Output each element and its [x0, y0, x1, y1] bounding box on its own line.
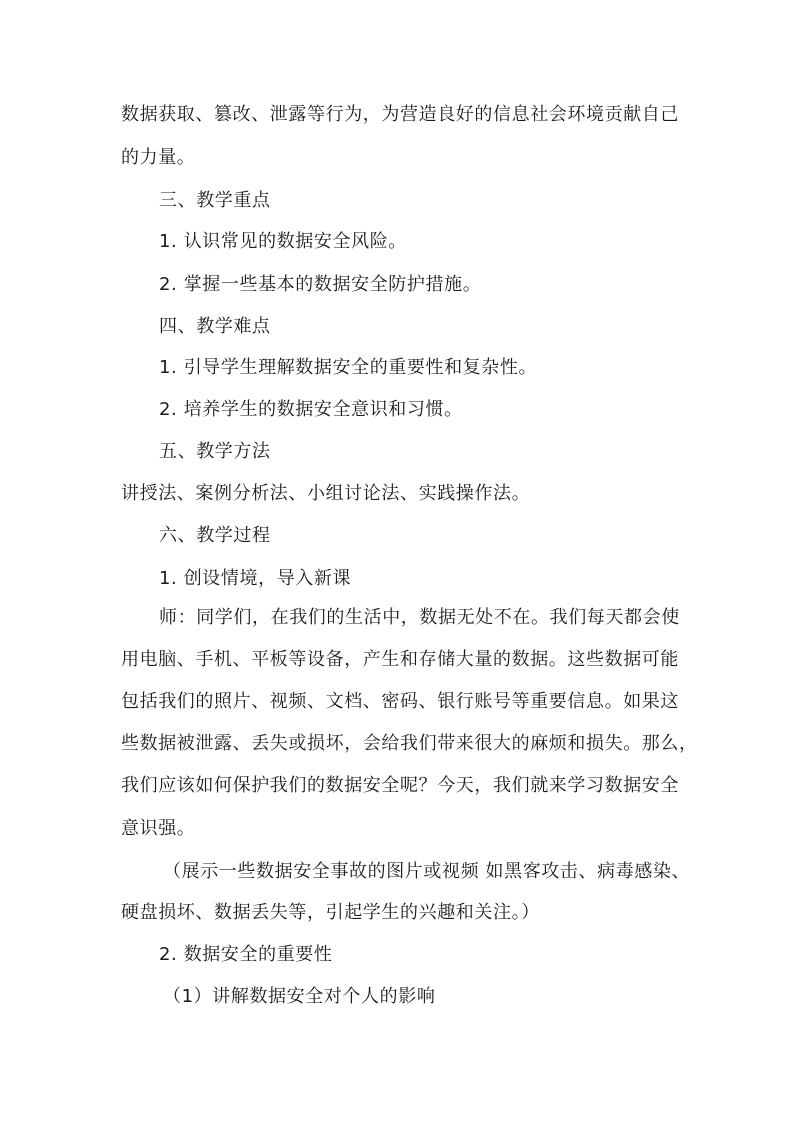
paragraph-line: 师：同学们，在我们的生活中，数据无处不在。我们每天都会使 — [159, 607, 680, 628]
paragraph-line: 意识强。 — [121, 818, 196, 839]
section-heading: 四、教学难点 — [159, 316, 271, 337]
paragraph-line: 硬盘损坏、数据丢失等，引起学生的兴趣和关注。） — [121, 902, 540, 923]
list-item: 2. 培养学生的数据安全意识和习惯。 — [159, 399, 463, 420]
paragraph-line: 包括我们的照片、视频、文档、密码、银行账号等重要信息。如果这 — [121, 691, 679, 712]
paragraph-line: 数据获取、篡改、泄露等行为，为营造良好的信息社会环境贡献自己 — [121, 104, 679, 125]
section-heading: 五、教学方法 — [159, 441, 271, 462]
paragraph-line: 讲授法、案例分析法、小组讨论法、实践操作法。 — [121, 483, 531, 504]
list-item: 1. 引导学生理解数据安全的重要性和复杂性。 — [159, 357, 538, 378]
section-heading: 六、教学过程 — [159, 525, 271, 546]
subsection-heading: 2. 数据安全的重要性 — [159, 944, 333, 965]
paragraph-line: 些数据被泄露、丢失或损坏，会给我们带来很大的麻烦和损失。那么， — [121, 733, 698, 754]
section-heading: 三、教学重点 — [159, 190, 271, 211]
paragraph-line: （展示一些数据安全事故的图片或视频 如黑客攻击、病毒感染、 — [163, 861, 691, 882]
paragraph-line: 用电脑、手机、平板等设备，产生和存储大量的数据。这些数据可能 — [121, 649, 679, 670]
subsection-heading: 1. 创设情境，导入新课 — [159, 568, 352, 589]
list-item: 2. 掌握一些基本的数据安全防护措施。 — [159, 274, 482, 295]
subsection-item: （1）讲解数据安全对个人的影响 — [163, 986, 436, 1007]
list-item: 1. 认识常见的数据安全风险。 — [159, 231, 407, 252]
paragraph-line: 的力量。 — [121, 147, 196, 168]
paragraph-line: 我们应该如何保护我们的数据安全呢？今天，我们就来学习数据安全 — [121, 775, 679, 796]
